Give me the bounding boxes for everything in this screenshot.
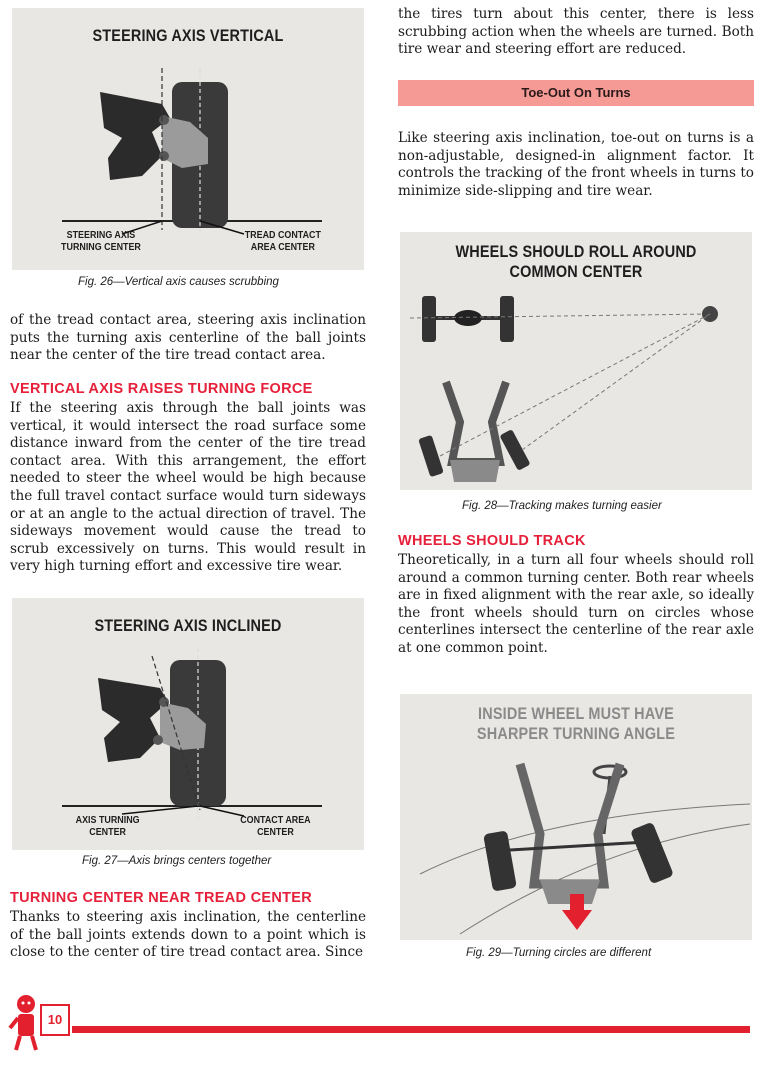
figure-26-title: STEERING AXIS VERTICAL [92, 26, 284, 45]
label-contact-area-center: CONTACT AREA CENTER [240, 814, 311, 838]
heading-turning-center: TURNING CENTER NEAR TREAD CENTER [10, 890, 313, 906]
figure-27-caption: Fig. 27—Axis brings centers together [82, 855, 272, 867]
figure-29-caption: Fig. 29—Turning circles are different [466, 947, 652, 959]
paragraph-vertical-axis: If the steering axis through the ball joints was vertical, it would intersect the road surface some distance inward from the center of the tire tread contact area. With this arrangement, the effort needed to steer the wheel would be high because the full travel contact surface would turn sideways or at an angle to the actual direction of travel. The sideways movement would cause the tread to scrub excessively on turns. This would result in very high turning effort and excessive tire wear. [10, 400, 366, 575]
heading-vertical-axis: VERTICAL AXIS RAISES TURNING FORCE [10, 381, 313, 397]
paragraph-turning-center: Thanks to steering axis inclination, the centerline of the ball joints extends down to a point which is close to the center of tire tread contact area. Since [10, 909, 366, 961]
paragraph-inclination-center: of the tread contact area, steering axis inclination puts the turning axis centerline of the ball joints near the center of the tire tread contact area. [10, 312, 366, 364]
paragraph-wheels-track: Theoretically, in a turn all four wheels should roll around a common turning center. Both rear wheels are in fixed alignment with the rear axle, so ideally the front wheels should turn on circles whose centerlines intersect the centerline of the rear axle at one common point. [398, 552, 754, 656]
footer-rule [72, 1026, 750, 1033]
figure-29 [400, 694, 752, 940]
paragraph-toe-out: Like steering axis inclination, toe-out on turns is a non-adjustable, designed-in alignment factor. It controls the tracking of the front wheels in turns to minimize side-slipping and tire wear. [398, 130, 754, 199]
figure-27-title: STEERING AXIS INCLINED [94, 616, 282, 635]
figure-27 [12, 598, 364, 850]
heading-wheels-track: WHEELS SHOULD TRACK [398, 533, 586, 549]
page-number-card [40, 1004, 70, 1036]
paragraph-less-scrubbing: the tires turn about this center, there is less scrubbing action when the wheels are turned. Both tire wear and steering effort are reduced. [398, 6, 754, 58]
figure-29-title-line2: SHARPER TURNING ANGLE [476, 724, 676, 743]
label-axis-turning-center: AXIS TURNING CENTER [75, 814, 140, 838]
section-bar-toe-out: Toe-Out On Turns [398, 80, 754, 106]
figure-28-title-line1: WHEELS SHOULD ROLL AROUND [455, 242, 697, 261]
label-tread-contact-area-center: TREAD CONTACT AREA CENTER [244, 229, 321, 253]
figure-29-title-line1: INSIDE WHEEL MUST HAVE [478, 704, 674, 723]
steering-inclined-diagram [12, 598, 364, 850]
turning-circles-diagram [400, 694, 752, 940]
label-steering-axis-turning-center: STEERING AXIS TURNING CENTER [61, 229, 141, 253]
page-number: 10 [47, 1012, 63, 1027]
figure-28 [400, 232, 752, 490]
figure-28-caption: Fig. 28—Tracking makes turning easier [462, 500, 662, 512]
figure-28-title-line2: COMMON CENTER [509, 262, 643, 281]
figure-26-caption: Fig. 26—Vertical axis causes scrubbing [78, 276, 279, 288]
tracking-diagram [400, 232, 752, 490]
figure-26 [12, 8, 364, 270]
